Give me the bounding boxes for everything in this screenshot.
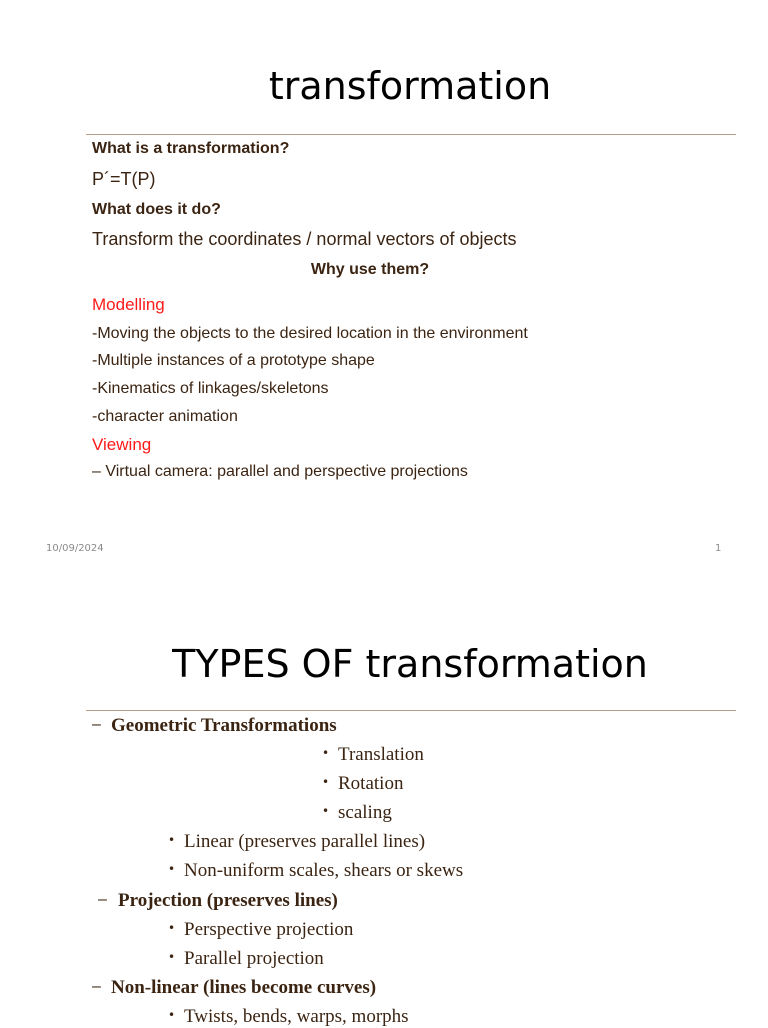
geometric-item: Non-uniform scales, shears or skews [184,860,464,881]
modelling-heading: Modelling [92,295,165,314]
nonlinear-heading: Non-linear (lines become curves) [111,977,377,998]
modelling-item: -Moving the objects to the desired location in the environment [92,325,528,342]
nonlinear-item: Twists, bends, warps, morphs [184,1006,409,1027]
geometric-heading: Geometric Transformations [111,715,337,736]
question-why-use: Why use them? [310,261,430,278]
bullet-marker: • [168,950,176,964]
footer-date: 10/09/2024 [46,543,104,554]
geometric-item: Linear (preserves parallel lines) [184,831,426,852]
bullet-marker: • [168,833,176,847]
bullet-marker: • [322,746,330,760]
bullet-marker: • [168,862,176,876]
bullet-marker: • [168,921,176,935]
geometric-sub-item: scaling [338,802,392,823]
modelling-item: -Multiple instances of a prototype shape [92,352,375,369]
dash-marker: – [98,891,107,908]
viewing-item: – Virtual camera: parallel and perspective projections [92,463,468,480]
answer-text: Transform the coordinates / normal vectors of objects [92,229,517,249]
title-divider [86,134,736,135]
projection-heading: Projection (preserves lines) [118,890,338,911]
question-what-does: What does it do? [92,201,221,218]
slide-2 [0,578,768,1027]
viewing-heading: Viewing [92,435,152,454]
projection-item: Perspective projection [184,919,354,940]
title-divider [86,710,736,711]
bullet-marker: • [168,1008,176,1022]
modelling-item: -character animation [92,408,238,425]
dash-marker: – [92,716,101,733]
projection-item: Parallel projection [184,948,324,969]
modelling-item: -Kinematics of linkages/skeletons [92,380,329,397]
bullet-marker: • [322,775,330,789]
geometric-sub-item: Rotation [338,773,404,794]
slide-title: transformation [268,64,552,108]
geometric-sub-item: Translation [338,744,424,765]
question-what-is: What is a transformation? [92,140,290,157]
slide-title: TYPES OF transformation [172,642,648,686]
page-number: 1 [715,543,722,554]
bullet-marker: • [322,804,330,818]
formula: P´=T(P) [92,169,156,189]
dash-marker: – [92,978,101,995]
